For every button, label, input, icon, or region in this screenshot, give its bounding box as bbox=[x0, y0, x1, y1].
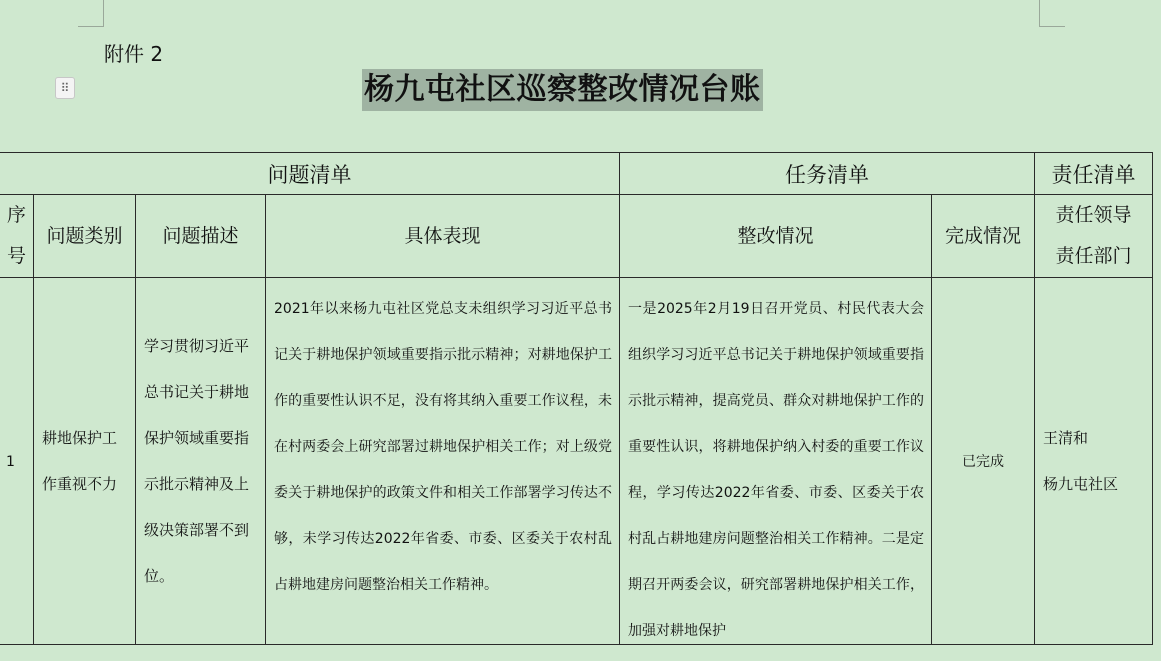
group-header-tasks: 任务清单 bbox=[620, 153, 1035, 195]
header-responsibility bbox=[1035, 195, 1153, 278]
header-manifestation: 具体表现 bbox=[266, 195, 620, 278]
header-serial-line1: 序 bbox=[6, 204, 26, 226]
header-description: 问题描述 bbox=[136, 195, 266, 278]
specific-manifestation: 2021年以来杨九屯社区党总支未组织学习习近平总书记关于耕地保护领域重要指示批示精神；对耕地保护工作的重要性认识不足，没有将其纳入重要工作议程，未在村两委会上研究部署过耕地保护相关工作；对上级党委关于耕地保护的政策文件和相关工作部署学习传达不够，未学习传达2022年省委、市委、区委关于农村乱占耕地建房问题整治相关工作精神。 bbox=[274, 301, 612, 593]
table-row bbox=[0, 278, 1153, 645]
completion-status: 已完成 bbox=[962, 454, 1004, 470]
responsibility-block bbox=[1035, 278, 1152, 644]
responsible-leader: 王清和 bbox=[1043, 429, 1089, 447]
page-corner-mark-left bbox=[78, 0, 104, 27]
header-responsible-leader: 责任领导 bbox=[1055, 204, 1132, 226]
cell-completion bbox=[932, 278, 1035, 645]
header-category: 问题类别 bbox=[34, 195, 136, 278]
cell-serial bbox=[0, 278, 34, 645]
group-header-row bbox=[0, 153, 1153, 195]
group-header-problems: 问题清单 bbox=[0, 153, 620, 195]
problem-category: 耕地保护工作重视不力 bbox=[42, 429, 118, 493]
cell-category bbox=[34, 278, 136, 645]
page-corner-mark-right bbox=[1039, 0, 1065, 27]
cell-rectification bbox=[620, 278, 932, 645]
header-serial bbox=[0, 195, 34, 278]
column-header-row bbox=[0, 195, 1153, 278]
serial-number: 1 bbox=[6, 454, 15, 470]
rectification-ledger-table bbox=[0, 152, 1153, 645]
group-header-responsibility: 责任清单 bbox=[1035, 153, 1153, 195]
header-serial-line2: 号 bbox=[6, 245, 26, 267]
cell-responsibility bbox=[1035, 278, 1153, 645]
problem-description: 学习贯彻习近平总书记关于耕地保护领域重要指示批示精神及上级决策部署不到位。 bbox=[144, 337, 250, 585]
page-title: 杨九屯社区巡察整改情况台账 bbox=[362, 69, 763, 111]
rectification-status: 一是2025年2月19日召开党员、村民代表大会组织学习习近平总书记关于耕地保护领域重要指示批示精神，提高党员、群众对耕地保护工作的重要性认识，将耕地保护纳入村委的重要工作议程，学习传达2022年省委、市委、区委关于农村乱占耕地建房问题整治相关工作精神。二是定期召开两委会议，研究部署耕地保护相关工作，加强对耕地保护 bbox=[628, 301, 924, 639]
responsible-department: 杨九屯社区 bbox=[1043, 475, 1119, 493]
table-move-handle-icon[interactable]: ⠿ bbox=[55, 77, 75, 99]
header-rectification: 整改情况 bbox=[620, 195, 932, 278]
header-completion: 完成情况 bbox=[932, 195, 1035, 278]
attachment-label: 附件 2 bbox=[104, 42, 164, 66]
cell-manifestation bbox=[266, 278, 620, 645]
header-responsible-department: 责任部门 bbox=[1055, 245, 1132, 267]
cell-description bbox=[136, 278, 266, 645]
